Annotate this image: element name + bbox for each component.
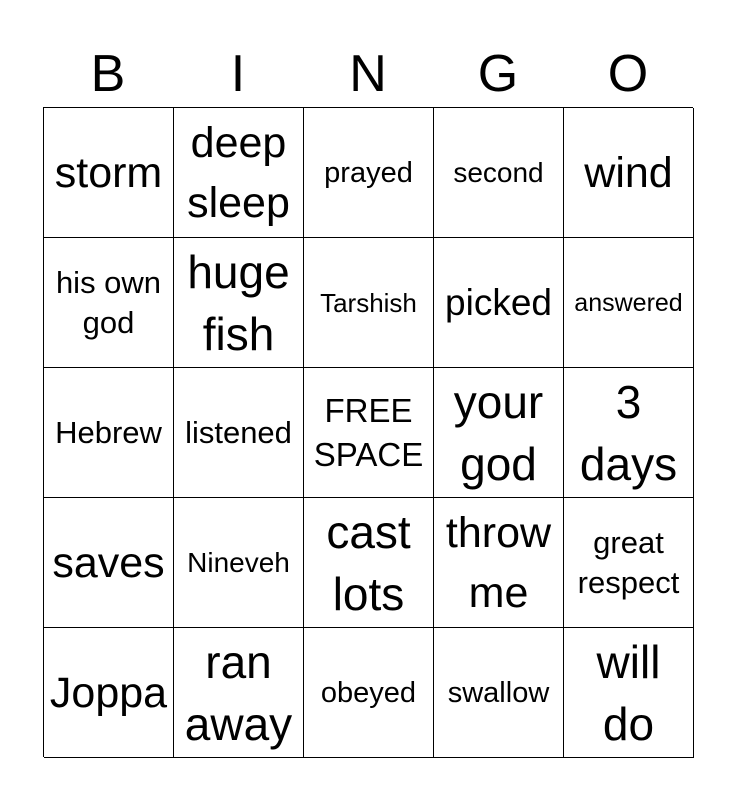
cell-text: great respect <box>577 524 680 600</box>
header-letter-o: O <box>607 45 649 103</box>
cell-text: FREE SPACE <box>313 391 424 473</box>
bingo-board <box>43 107 693 757</box>
cell-text: saves <box>52 538 165 587</box>
bingo-cell[interactable] <box>44 498 174 628</box>
bingo-cell[interactable] <box>564 498 694 628</box>
bingo-cell[interactable] <box>174 108 304 238</box>
bingo-cell[interactable] <box>44 628 174 758</box>
bingo-cell[interactable] <box>304 498 434 628</box>
bingo-cell[interactable] <box>434 368 564 498</box>
bingo-cell[interactable] <box>564 108 694 238</box>
cell-text: throw me <box>445 508 552 617</box>
free-space-cell[interactable] <box>304 368 434 498</box>
cell-text: obeyed <box>320 676 417 709</box>
cell-text: 3 days <box>579 375 678 490</box>
cell-text: ran away <box>184 635 293 750</box>
bingo-cell[interactable] <box>174 368 304 498</box>
header-letter-g: G <box>477 45 519 103</box>
bingo-cell[interactable] <box>434 108 564 238</box>
cell-text: Tarshish <box>320 287 417 318</box>
bingo-cell[interactable] <box>564 368 694 498</box>
cell-text: Nineveh <box>187 546 290 578</box>
cell-text: deep sleep <box>187 118 290 227</box>
bingo-cell[interactable] <box>304 238 434 368</box>
bingo-cell[interactable] <box>434 498 564 628</box>
cell-text: cast lots <box>326 505 411 620</box>
cell-text: listened <box>185 414 292 450</box>
cell-text: wind <box>584 148 673 197</box>
bingo-cell[interactable] <box>304 628 434 758</box>
cell-text: storm <box>54 148 163 197</box>
cell-text: Hebrew <box>55 414 162 450</box>
bingo-cell[interactable] <box>174 498 304 628</box>
bingo-cell[interactable] <box>44 368 174 498</box>
bingo-cell[interactable] <box>564 628 694 758</box>
bingo-cell[interactable] <box>174 238 304 368</box>
bingo-header <box>43 42 693 106</box>
header-letter-b: B <box>90 45 126 103</box>
header-letter-i: I <box>230 45 246 103</box>
cell-text: answered <box>574 288 683 317</box>
cell-text: prayed <box>324 156 413 189</box>
bingo-cell[interactable] <box>304 108 434 238</box>
cell-text: second <box>453 156 544 188</box>
cell-text: picked <box>445 281 552 323</box>
bingo-cell[interactable] <box>44 108 174 238</box>
header-letter-n: N <box>349 45 387 103</box>
cell-text: Joppa <box>49 668 168 717</box>
bingo-cell[interactable] <box>174 628 304 758</box>
cell-text: huge fish <box>187 245 290 360</box>
cell-text: his own god <box>55 264 162 340</box>
cell-text: your god <box>453 375 544 490</box>
bingo-cell[interactable] <box>434 238 564 368</box>
bingo-cell[interactable] <box>44 238 174 368</box>
cell-text: will do <box>596 635 661 750</box>
bingo-cell[interactable] <box>434 628 564 758</box>
cell-text: swallow <box>447 676 550 709</box>
bingo-cell[interactable] <box>564 238 694 368</box>
